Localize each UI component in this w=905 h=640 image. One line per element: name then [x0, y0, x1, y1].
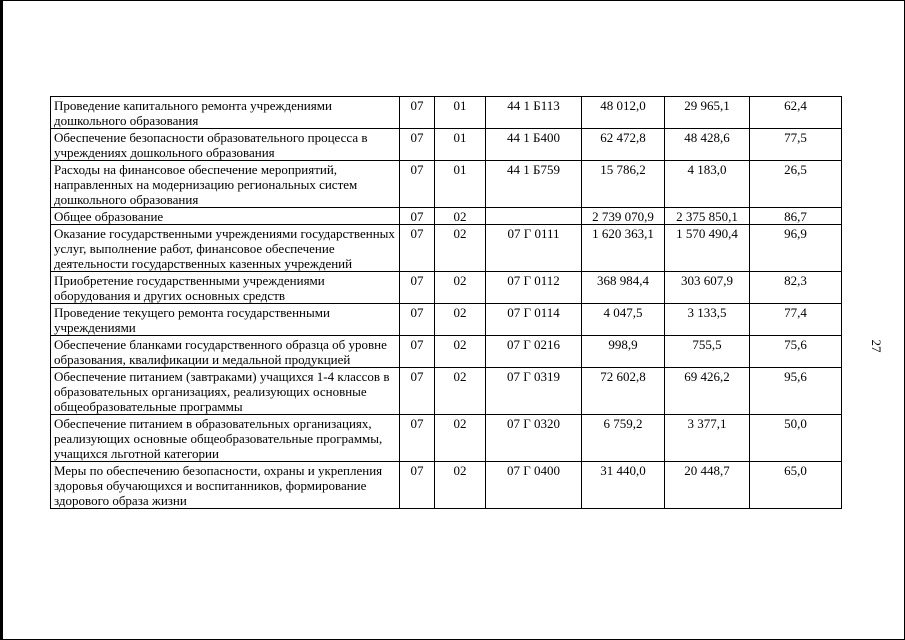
- execution-percent: 50,0: [750, 415, 842, 462]
- table-row: [51, 208, 842, 225]
- expense-name: Обеспечение питанием в образовательных организациях, реализующих основные общеобразовательные программы, учащихся льготной категории: [51, 415, 400, 462]
- planned-amount: 6 759,2: [582, 415, 665, 462]
- execution-percent: 77,5: [750, 129, 842, 161]
- expense-name: Оказание государственными учреждениями государственных услуг, выполнение работ, финансовое обеспечение деятельности государственных казенных учреждений: [51, 225, 400, 272]
- table-row: [51, 462, 842, 509]
- subsection-code: 01: [435, 97, 486, 129]
- target-article-code: 07 Г 0216: [486, 336, 582, 368]
- target-article-code: 07 Г 0400: [486, 462, 582, 509]
- budget-table: [50, 96, 842, 509]
- section-code: 07: [400, 225, 435, 272]
- planned-amount: 1 620 363,1: [582, 225, 665, 272]
- actual-amount: 2 375 850,1: [665, 208, 750, 225]
- section-code: 07: [400, 304, 435, 336]
- target-article-code: 07 Г 0112: [486, 272, 582, 304]
- table-row: [51, 336, 842, 368]
- expense-name: Проведение капитального ремонта учреждениями дошкольного образования: [51, 97, 400, 129]
- subsection-code: 02: [435, 336, 486, 368]
- expense-name: Обеспечение безопасности образовательного процесса в учреждениях дошкольного образования: [51, 129, 400, 161]
- execution-percent: 77,4: [750, 304, 842, 336]
- section-code: 07: [400, 161, 435, 208]
- table-row: [51, 415, 842, 462]
- section-code: 07: [400, 272, 435, 304]
- subsection-code: 02: [435, 368, 486, 415]
- actual-amount: 20 448,7: [665, 462, 750, 509]
- actual-amount: 4 183,0: [665, 161, 750, 208]
- section-code: 07: [400, 129, 435, 161]
- execution-percent: 95,6: [750, 368, 842, 415]
- table-row: [51, 304, 842, 336]
- execution-percent: 62,4: [750, 97, 842, 129]
- expense-name: Общее образование: [51, 208, 400, 225]
- planned-amount: 4 047,5: [582, 304, 665, 336]
- section-code: 07: [400, 415, 435, 462]
- planned-amount: 2 739 070,9: [582, 208, 665, 225]
- expense-name: Приобретение государственными учреждениями оборудования и других основных средств: [51, 272, 400, 304]
- execution-percent: 26,5: [750, 161, 842, 208]
- subsection-code: 02: [435, 272, 486, 304]
- target-article-code: 44 1 Б759: [486, 161, 582, 208]
- actual-amount: 3 377,1: [665, 415, 750, 462]
- actual-amount: 755,5: [665, 336, 750, 368]
- subsection-code: 01: [435, 161, 486, 208]
- target-article-code: 07 Г 0114: [486, 304, 582, 336]
- expense-name: Проведение текущего ремонта государственными учреждениями: [51, 304, 400, 336]
- execution-percent: 96,9: [750, 225, 842, 272]
- planned-amount: 31 440,0: [582, 462, 665, 509]
- execution-percent: 65,0: [750, 462, 842, 509]
- actual-amount: 48 428,6: [665, 129, 750, 161]
- section-code: 07: [400, 462, 435, 509]
- section-code: 07: [400, 208, 435, 225]
- planned-amount: 62 472,8: [582, 129, 665, 161]
- actual-amount: 1 570 490,4: [665, 225, 750, 272]
- table-row: [51, 272, 842, 304]
- table-row: [51, 129, 842, 161]
- target-article-code: 07 Г 0319: [486, 368, 582, 415]
- section-code: 07: [400, 97, 435, 129]
- table-row: [51, 225, 842, 272]
- planned-amount: 72 602,8: [582, 368, 665, 415]
- subsection-code: 02: [435, 208, 486, 225]
- execution-percent: 75,6: [750, 336, 842, 368]
- planned-amount: 48 012,0: [582, 97, 665, 129]
- target-article-code: 44 1 Б400: [486, 129, 582, 161]
- target-article-code: 07 Г 0111: [486, 225, 582, 272]
- subsection-code: 02: [435, 304, 486, 336]
- expense-name: Обеспечение питанием (завтраками) учащихся 1-4 классов в образовательных организациях, реализующих основные общеобразовательные программы: [51, 368, 400, 415]
- target-article-code: 44 1 Б113: [486, 97, 582, 129]
- target-article-code: [486, 208, 582, 225]
- planned-amount: 368 984,4: [582, 272, 665, 304]
- execution-percent: 86,7: [750, 208, 842, 225]
- section-code: 07: [400, 336, 435, 368]
- table-row: [51, 97, 842, 129]
- expense-name: Обеспечение бланками государственного образца об уровне образования, квалификации и медальной продукцией: [51, 336, 400, 368]
- subsection-code: 02: [435, 225, 486, 272]
- subsection-code: 02: [435, 462, 486, 509]
- planned-amount: 15 786,2: [582, 161, 665, 208]
- expense-name: Меры по обеспечению безопасности, охраны и укрепления здоровья обучающихся и воспитанников, формирование здорового образа жизни: [51, 462, 400, 509]
- table-row: [51, 368, 842, 415]
- actual-amount: 29 965,1: [665, 97, 750, 129]
- subsection-code: 02: [435, 415, 486, 462]
- actual-amount: 3 133,5: [665, 304, 750, 336]
- page-number: 27: [869, 339, 884, 353]
- planned-amount: 998,9: [582, 336, 665, 368]
- actual-amount: 303 607,9: [665, 272, 750, 304]
- actual-amount: 69 426,2: [665, 368, 750, 415]
- expense-name: Расходы на финансовое обеспечение мероприятий, направленных на модернизацию региональных систем дошкольного образования: [51, 161, 400, 208]
- subsection-code: 01: [435, 129, 486, 161]
- table-body: [51, 97, 842, 509]
- table-row: [51, 161, 842, 208]
- section-code: 07: [400, 368, 435, 415]
- execution-percent: 82,3: [750, 272, 842, 304]
- target-article-code: 07 Г 0320: [486, 415, 582, 462]
